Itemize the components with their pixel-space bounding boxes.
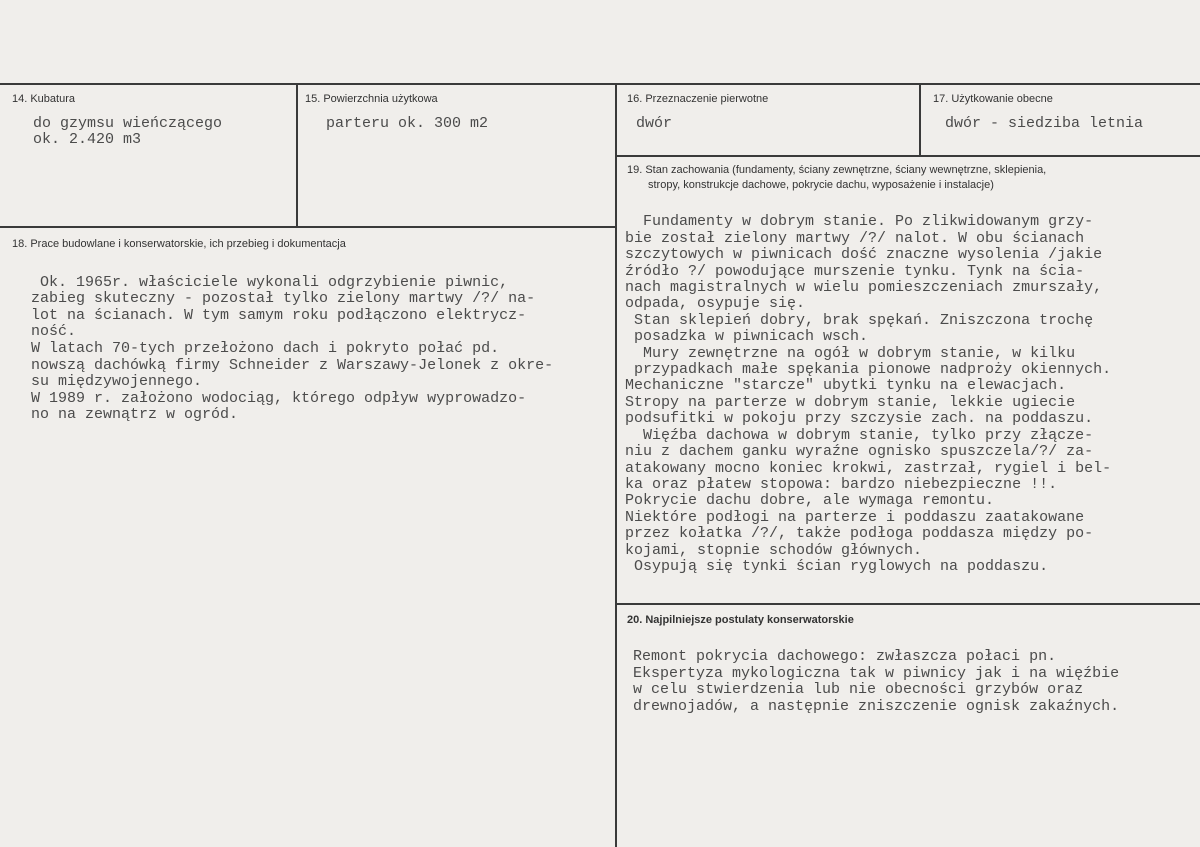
divider-main xyxy=(615,83,617,847)
rule-under-16-17 xyxy=(615,155,1200,157)
field-16-label: 16. Przeznaczenie pierwotne xyxy=(627,93,769,105)
field-20-label: 20. Najpilniejsze postulaty konserwatorskie xyxy=(627,614,854,626)
top-rule xyxy=(0,83,1200,85)
field-18-value: Ok. 1965r. właściciele wykonali odgrzybienie piwnic, zabieg skuteczny - pozostał tylko zielony martwy /?/ na- lot na ścianach. W tym samym roku podłączono elektrycz- ność. W latach 70-tych przełożono dach i pokryto połać pd. nowszą dachówką firmy Schneider z Warszawy-Jelonek z okre- su międzywojennego. W 1989 r. założono wodociąg, którego odpływ wyprowadzo- no na zewnątrz w ogród. xyxy=(31,273,554,424)
field-17-label: 17. Użytkowanie obecne xyxy=(933,93,1053,105)
field-17-value: dwór - siedziba letnia xyxy=(945,115,1144,132)
field-19-label: 19. Stan zachowania (fundamenty, ściany zewnętrzne, ściany wewnętrzne, sklepienia, stropy, konstrukcje dachowe, pokrycie dachu, wyposażenie i instalacje) xyxy=(627,164,1047,191)
field-14-value: do gzymsu wieńczącego ok. 2.420 m3 xyxy=(33,115,223,149)
field-16-value: dwór xyxy=(636,115,673,132)
field-14-label: 14. Kubatura xyxy=(12,93,75,105)
rule-under-14-15 xyxy=(0,226,617,228)
field-15-value: parteru ok. 300 m2 xyxy=(326,115,489,132)
divider-14-15 xyxy=(296,83,298,227)
rule-under-19 xyxy=(615,603,1200,605)
field-20-value: Remont pokrycia dachowego: zwłaszcza połaci pn. Ekspertyza mykologiczna tak w piwnicy jak i na więźbie w celu stwierdzenia lub nie obecności grzybów oraz drewnojadów, a następnie zniszczenie ognisk zakaźnych. xyxy=(633,648,1120,715)
field-15-label: 15. Powierzchnia użytkowa xyxy=(305,93,438,105)
divider-16-17 xyxy=(919,83,921,155)
field-19-value: Fundamenty w dobrym stanie. Po zlikwidowanym grzy- bie został zielony martwy /?/ nalot. W obu ścianach szczytowych w piwnicach dość znaczne wysolenia /jakie źródło ?/ powodujące murszenie tynku. Tynk na ścia- nach magistralnych w wielu pomieszczeniach zmurszały, odpada, osypuje się. Stan sklepień dobry, brak spękań. Zniszczona trochę posadzka w piwnicach wsch. Mury zewnętrzne na ogół w dobrym stanie, w kilku przypadkach małe spękania pionowe nadproży okiennych. Mechaniczne "starcze" ubytki tynku na elewacjach. Stropy na parterze w dobrym stanie, lekkie ugiecie podsufitki w pokoju przy szczysie zach. na poddaszu. Więźba dachowa w dobrym stanie, tylko przy złącze- niu z dachem ganku wyraźne ognisko spuszczela/?/ za- atakowany mocno koniec krokwi, zastrzał, rygiel i bel- ka oraz płatew stopowa: bardzo niebezpieczne !!. Pokrycie dachu dobre, ale wymaga remontu. Niektóre podłogi na parterze i poddaszu zaatakowane przez kołatka /?/, także podłoga poddasza między po- kojami, stopnie schodów głównych. Osypują się tynki ścian ryglowych na poddaszu. xyxy=(625,213,1112,575)
field-18-label: 18. Prace budowlane i konserwatorskie, ich przebieg i dokumentacja xyxy=(12,238,346,250)
